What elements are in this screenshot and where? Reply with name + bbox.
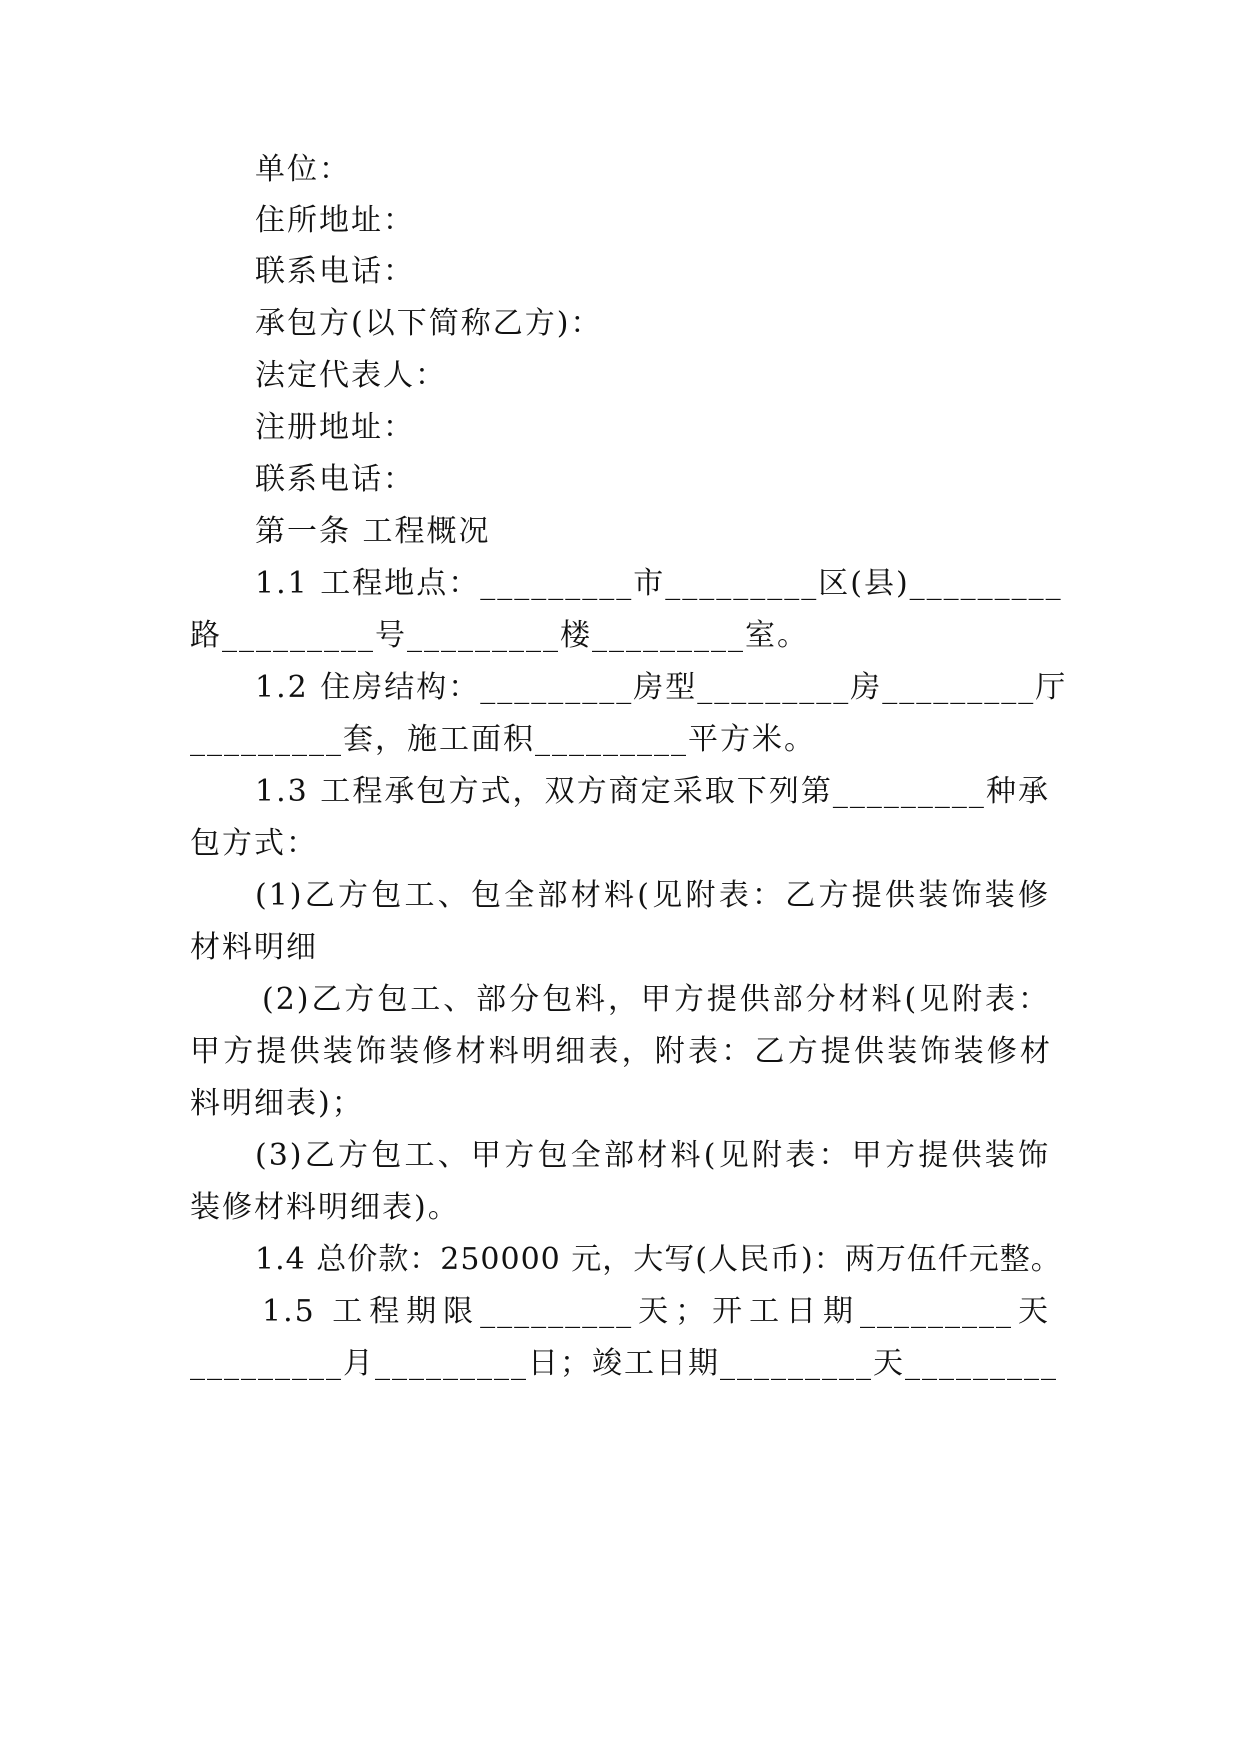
- clause-1-3-line-1: 1.3 工程承包方式，双方商定采取下列第_________种承: [255, 774, 1050, 809]
- clause-1-2-line-2: _________套，施工面积_________平方米。: [190, 722, 816, 757]
- option-2-line-3: 料明细表)；: [190, 1086, 364, 1121]
- party-phone-label: 联系电话：: [255, 254, 415, 289]
- option-1-line-1: (1)乙方包工、包全部材料(见附表：乙方提供装饰装修: [255, 878, 1050, 913]
- option-3-line-1: (3)乙方包工、甲方包全部材料(见附表：甲方提供装饰: [255, 1138, 1050, 1173]
- option-1-line-2: 材料明细: [190, 930, 318, 965]
- clause-1-1-line-1: 1.1 工程地点：_________市_________区(县)_________: [255, 566, 1063, 601]
- party-unit-label: 单位：: [255, 152, 351, 187]
- clause-1-1-line-2: 路_________号_________楼_________室。: [190, 618, 809, 653]
- option-2-line-1: (2)乙方包工、部分包料，甲方提供部分材料(见附表：: [262, 982, 1050, 1017]
- contractor-phone-label: 联系电话：: [255, 462, 415, 497]
- clause-1-5-line-1: 1.5 工程期限_________天；开工日期_________天: [262, 1294, 1050, 1329]
- clause-1-4-total-price: 1.4 总价款：250000 元，大写(人民币)：两万伍仟元整。: [255, 1242, 1062, 1277]
- article-one-heading: 第一条 工程概况: [255, 514, 491, 549]
- clause-1-3-line-2: 包方式：: [190, 826, 318, 861]
- contractor-label: 承包方(以下简称乙方)：: [255, 306, 603, 341]
- party-address-label: 住所地址：: [255, 203, 415, 238]
- clause-1-2-line-1: 1.2 住房结构：_________房型_________房_________厅: [255, 670, 1068, 705]
- option-3-line-2: 装修材料明细表)。: [190, 1190, 460, 1225]
- option-2-line-2: 甲方提供装饰装修材料明细表，附表：乙方提供装饰装修材: [190, 1034, 1052, 1069]
- registered-address-label: 注册地址：: [255, 410, 415, 445]
- clause-1-5-line-2: _________月_________日；竣工日期_________天_________: [190, 1346, 1058, 1381]
- legal-rep-label: 法定代表人：: [255, 358, 447, 393]
